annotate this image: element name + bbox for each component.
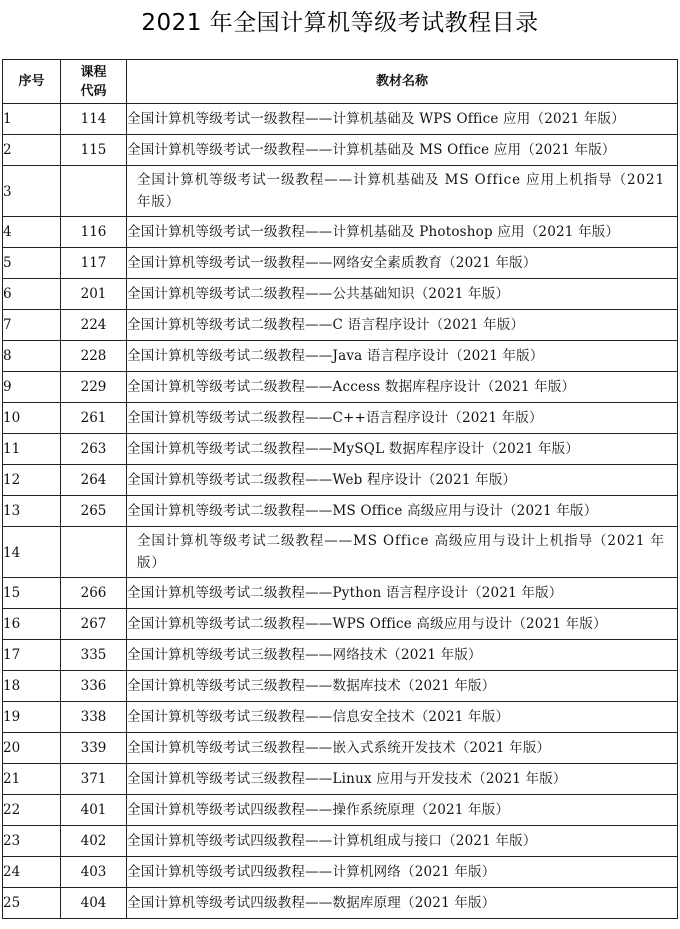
table-row xyxy=(3,279,678,310)
row-index: 8 xyxy=(3,341,61,372)
page-title: 2021 年全国计算机等级考试教程目录 xyxy=(141,10,539,36)
row-index: 7 xyxy=(3,310,61,341)
table-row xyxy=(3,135,678,166)
table-row xyxy=(3,166,678,217)
row-textbook-name: 全国计算机等级考试二级教程——Access 数据库程序设计（2021 年版） xyxy=(127,372,678,403)
table-row xyxy=(3,403,678,434)
table-row xyxy=(3,248,678,279)
row-index: 1 xyxy=(3,104,61,135)
row-textbook-name: 全国计算机等级考试二级教程——C 语言程序设计（2021 年版） xyxy=(127,310,678,341)
row-course-code xyxy=(61,527,127,578)
table-row xyxy=(3,434,678,465)
row-textbook-name: 全国计算机等级考试一级教程——网络安全素质教育（2021 年版） xyxy=(127,248,678,279)
row-textbook-name: 全国计算机等级考试一级教程——计算机基础及 MS Office 应用（2021 年版） xyxy=(127,135,678,166)
row-index: 10 xyxy=(3,403,61,434)
header-course-code: 课程代码 xyxy=(61,60,127,104)
row-index: 20 xyxy=(3,733,61,764)
row-course-code: 228 xyxy=(61,341,127,372)
row-index: 11 xyxy=(3,434,61,465)
row-course-code: 401 xyxy=(61,795,127,826)
table-row xyxy=(3,465,678,496)
header-index: 序号 xyxy=(3,60,61,104)
table-row xyxy=(3,310,678,341)
row-course-code: 336 xyxy=(61,671,127,702)
row-textbook-name: 全国计算机等级考试二级教程——Java 语言程序设计（2021 年版） xyxy=(127,341,678,372)
row-index: 15 xyxy=(3,578,61,609)
row-textbook-name: 全国计算机等级考试四级教程——计算机组成与接口（2021 年版） xyxy=(127,826,678,857)
row-textbook-name: 全国计算机等级考试二级教程——MS Office 高级应用与设计上机指导（2021 年版） xyxy=(127,527,678,578)
row-course-code: 338 xyxy=(61,702,127,733)
row-index: 12 xyxy=(3,465,61,496)
row-textbook-name: 全国计算机等级考试二级教程——MS Office 高级应用与设计（2021 年版） xyxy=(127,496,678,527)
table-row xyxy=(3,857,678,888)
textbook-catalog-table xyxy=(2,59,678,919)
row-textbook-name: 全国计算机等级考试三级教程——数据库技术（2021 年版） xyxy=(127,671,678,702)
table-row xyxy=(3,826,678,857)
header-textbook-name: 教材名称 xyxy=(127,60,678,104)
row-textbook-name: 全国计算机等级考试四级教程——操作系统原理（2021 年版） xyxy=(127,795,678,826)
table-row xyxy=(3,733,678,764)
row-index: 21 xyxy=(3,764,61,795)
row-course-code: 201 xyxy=(61,279,127,310)
table-row xyxy=(3,671,678,702)
row-textbook-name: 全国计算机等级考试二级教程——C++语言程序设计（2021 年版） xyxy=(127,403,678,434)
row-course-code xyxy=(61,166,127,217)
row-course-code: 115 xyxy=(61,135,127,166)
row-textbook-name: 全国计算机等级考试四级教程——计算机网络（2021 年版） xyxy=(127,857,678,888)
row-textbook-name: 全国计算机等级考试二级教程——WPS Office 高级应用与设计（2021 年版） xyxy=(127,609,678,640)
row-index: 2 xyxy=(3,135,61,166)
table-row xyxy=(3,341,678,372)
table-row xyxy=(3,578,678,609)
table-row xyxy=(3,496,678,527)
row-index: 5 xyxy=(3,248,61,279)
table-row xyxy=(3,795,678,826)
row-index: 23 xyxy=(3,826,61,857)
row-index: 14 xyxy=(3,527,61,578)
row-index: 6 xyxy=(3,279,61,310)
row-course-code: 117 xyxy=(61,248,127,279)
row-course-code: 264 xyxy=(61,465,127,496)
table-row xyxy=(3,527,678,578)
row-textbook-name: 全国计算机等级考试四级教程——数据库原理（2021 年版） xyxy=(127,888,678,919)
row-index: 22 xyxy=(3,795,61,826)
row-course-code: 114 xyxy=(61,104,127,135)
row-course-code: 224 xyxy=(61,310,127,341)
row-course-code: 404 xyxy=(61,888,127,919)
table-row xyxy=(3,104,678,135)
row-index: 25 xyxy=(3,888,61,919)
table-row xyxy=(3,609,678,640)
row-textbook-name: 全国计算机等级考试二级教程——MySQL 数据库程序设计（2021 年版） xyxy=(127,434,678,465)
row-course-code: 402 xyxy=(61,826,127,857)
row-textbook-name: 全国计算机等级考试二级教程——Web 程序设计（2021 年版） xyxy=(127,465,678,496)
row-textbook-name: 全国计算机等级考试三级教程——信息安全技术（2021 年版） xyxy=(127,702,678,733)
table-row xyxy=(3,888,678,919)
row-textbook-name: 全国计算机等级考试三级教程——嵌入式系统开发技术（2021 年版） xyxy=(127,733,678,764)
row-textbook-name: 全国计算机等级考试二级教程——公共基础知识（2021 年版） xyxy=(127,279,678,310)
row-textbook-name: 全国计算机等级考试一级教程——计算机基础及 MS Office 应用上机指导（2021 年版） xyxy=(127,166,678,217)
row-textbook-name: 全国计算机等级考试一级教程——计算机基础及 Photoshop 应用（2021 年版） xyxy=(127,217,678,248)
row-index: 18 xyxy=(3,671,61,702)
table-row xyxy=(3,372,678,403)
row-index: 17 xyxy=(3,640,61,671)
row-course-code: 116 xyxy=(61,217,127,248)
table-row xyxy=(3,640,678,671)
row-textbook-name: 全国计算机等级考试二级教程——Python 语言程序设计（2021 年版） xyxy=(127,578,678,609)
row-index: 16 xyxy=(3,609,61,640)
row-index: 13 xyxy=(3,496,61,527)
row-index: 24 xyxy=(3,857,61,888)
row-course-code: 267 xyxy=(61,609,127,640)
row-course-code: 229 xyxy=(61,372,127,403)
table-row xyxy=(3,702,678,733)
row-course-code: 371 xyxy=(61,764,127,795)
row-course-code: 266 xyxy=(61,578,127,609)
row-course-code: 403 xyxy=(61,857,127,888)
row-course-code: 335 xyxy=(61,640,127,671)
row-index: 19 xyxy=(3,702,61,733)
row-course-code: 265 xyxy=(61,496,127,527)
row-course-code: 339 xyxy=(61,733,127,764)
table-body xyxy=(3,104,678,919)
row-textbook-name: 全国计算机等级考试三级教程——网络技术（2021 年版） xyxy=(127,640,678,671)
table-row xyxy=(3,764,678,795)
row-textbook-name: 全国计算机等级考试三级教程——Linux 应用与开发技术（2021 年版） xyxy=(127,764,678,795)
row-index: 4 xyxy=(3,217,61,248)
row-course-code: 261 xyxy=(61,403,127,434)
row-index: 9 xyxy=(3,372,61,403)
row-course-code: 263 xyxy=(61,434,127,465)
table-header-row xyxy=(3,60,678,104)
table-row xyxy=(3,217,678,248)
row-index: 3 xyxy=(3,166,61,217)
row-textbook-name: 全国计算机等级考试一级教程——计算机基础及 WPS Office 应用（2021 年版） xyxy=(127,104,678,135)
